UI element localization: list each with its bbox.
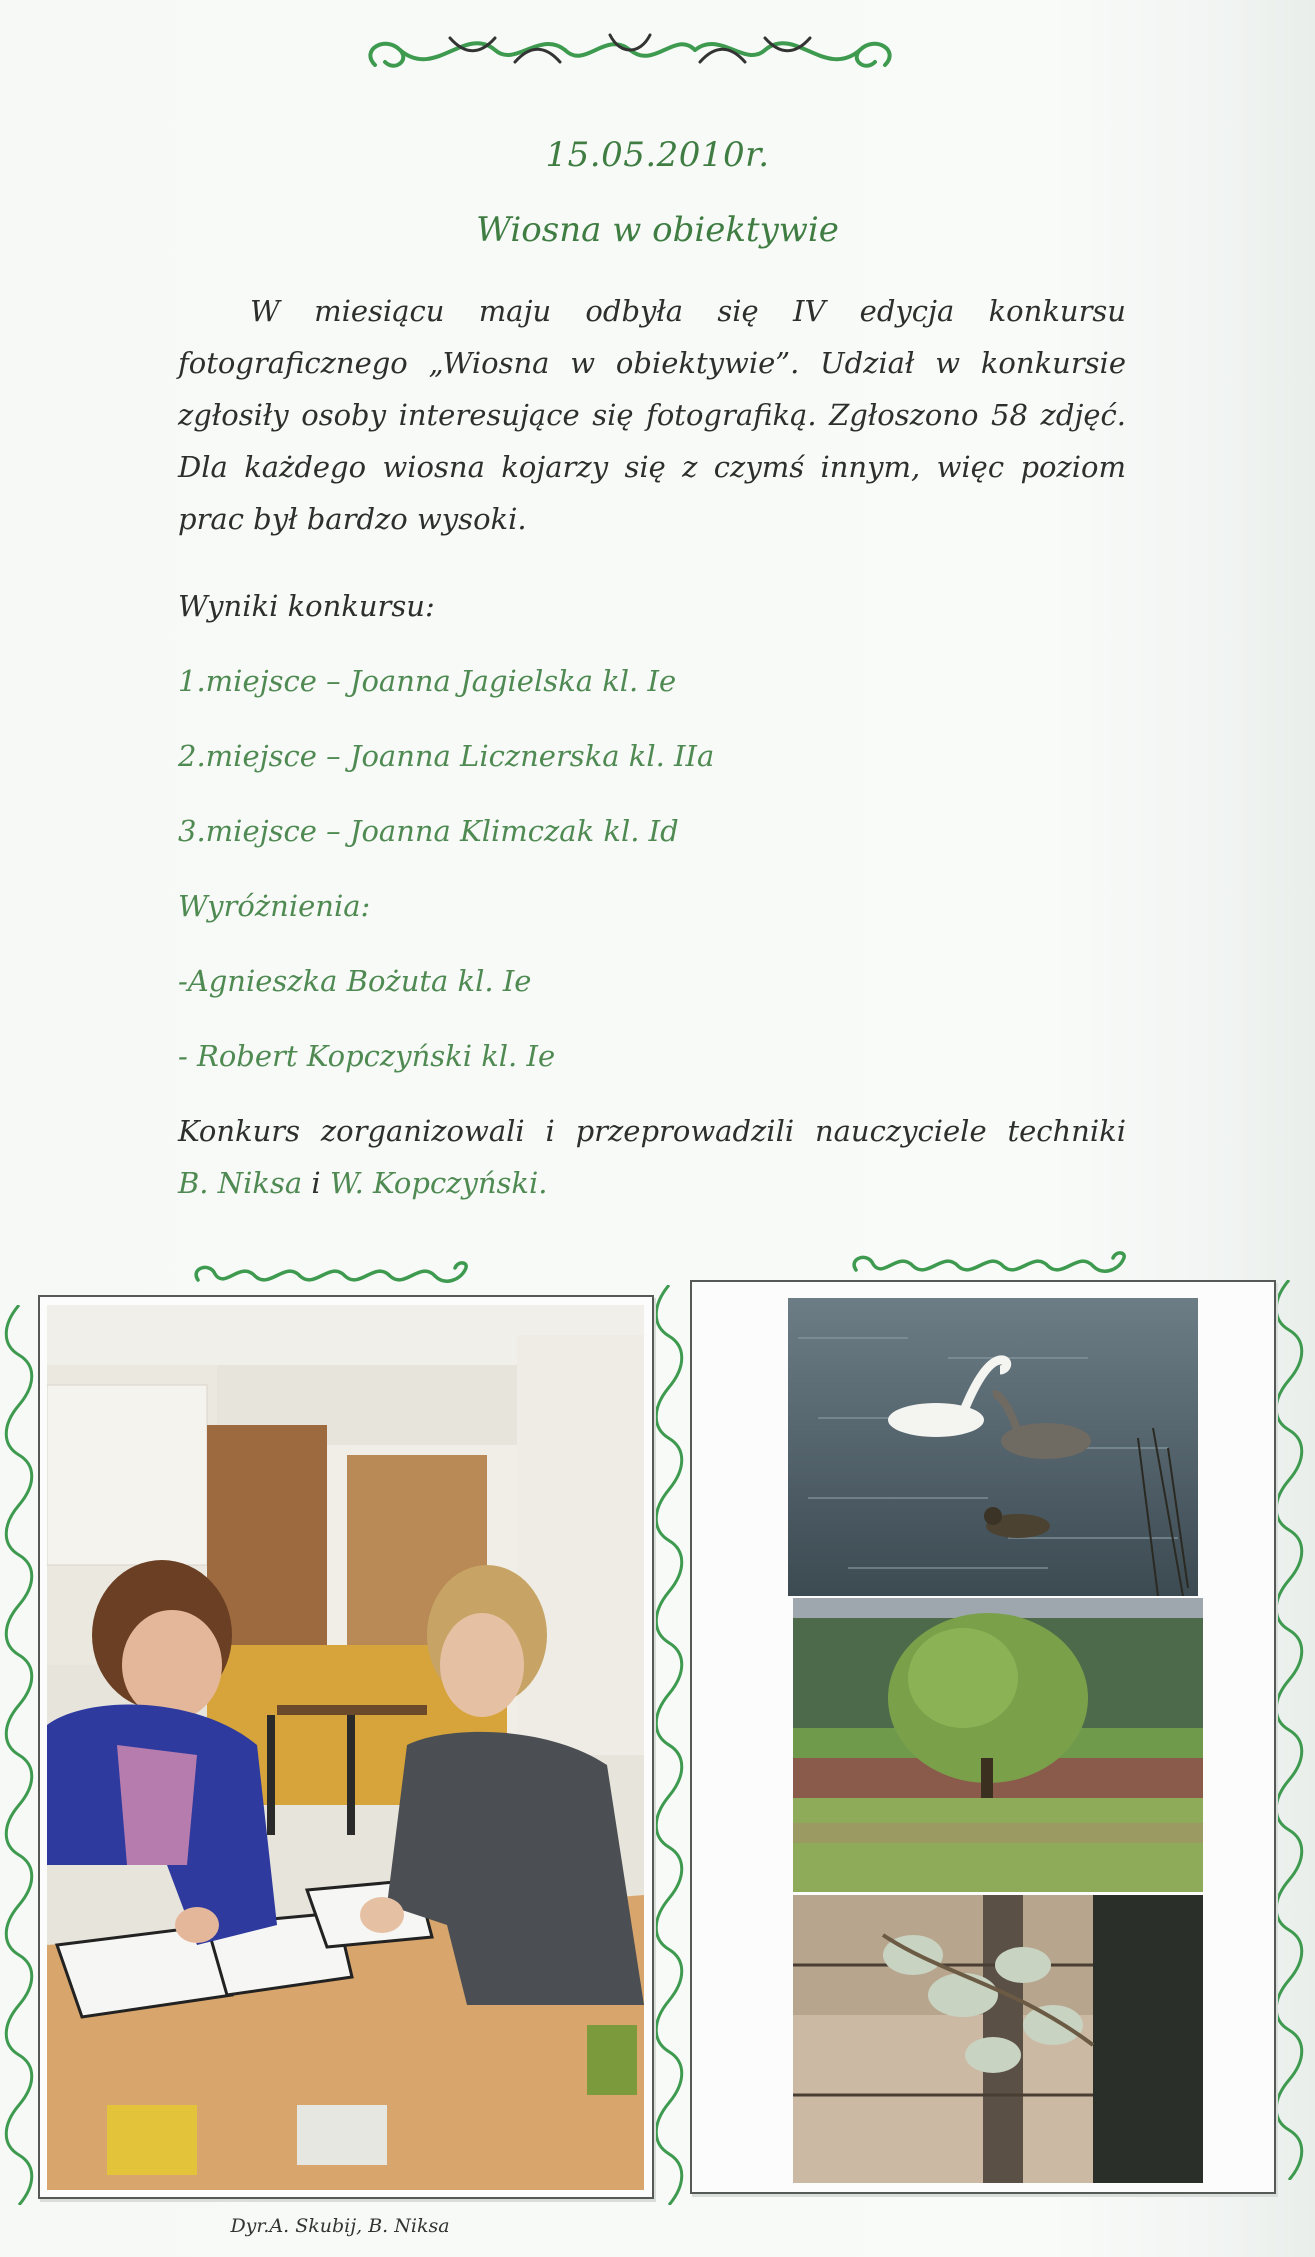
intro-paragraph: W miesiącu maju odbyła się IV edycja konkursu fotograficznego „Wiosna w obiektywie”. Udział w konkursie zgłosiły osoby interesujące się fotografiką. Zgłoszono 58 zdjęć. Dla każdego wiosna kojarzy się z czymś innym, więc poziom prac był bardzo wysoki. xyxy=(178,294,1126,536)
organizer-conjunction: i xyxy=(311,1166,321,1200)
page-title: Wiosna w obiektywie xyxy=(476,210,839,250)
place-2: 2.miejsce – Joanna Licznerska kl. IIa xyxy=(178,739,715,773)
distinctions-heading: Wyróżnienia: xyxy=(178,889,371,923)
middle-vine-ornament xyxy=(652,1285,686,2205)
top-ornament xyxy=(355,10,905,90)
swans-photo xyxy=(788,1298,1198,1596)
article-body xyxy=(178,285,1126,1200)
place-3: 3.miejsce – Joanna Klimczak kl. Id xyxy=(178,814,679,848)
willow-branch-photo xyxy=(793,1895,1203,2183)
right-frame-ornament xyxy=(848,1248,1133,1282)
left-vine-ornament xyxy=(2,1305,36,2205)
classroom-photo xyxy=(47,1305,644,2190)
distinction-2: - Robert Kopczyński kl. Ie xyxy=(178,1039,556,1073)
organizers-names xyxy=(178,1157,548,1209)
distinction-1: -Agnieszka Bożuta kl. Ie xyxy=(178,964,532,998)
left-frame-ornament xyxy=(190,1258,475,1292)
organizer-1: B. Niksa xyxy=(178,1166,303,1200)
organizers-line: Konkurs zorganizowali i przeprowadzili nauczyciele techniki xyxy=(178,1114,1126,1148)
right-vine-ornament xyxy=(1272,1280,1306,2180)
results-heading: Wyniki konkursu: xyxy=(178,589,435,623)
photo-caption: Dyr.A. Skubij, B. Niksa xyxy=(230,2215,450,2237)
tree-photo xyxy=(793,1598,1203,1892)
place-1: 1.miejsce – Joanna Jagielska kl. Ie xyxy=(178,664,677,698)
date-heading: 15.05.2010r. xyxy=(545,135,770,175)
organizer-2: W. Kopczyński. xyxy=(329,1166,548,1200)
